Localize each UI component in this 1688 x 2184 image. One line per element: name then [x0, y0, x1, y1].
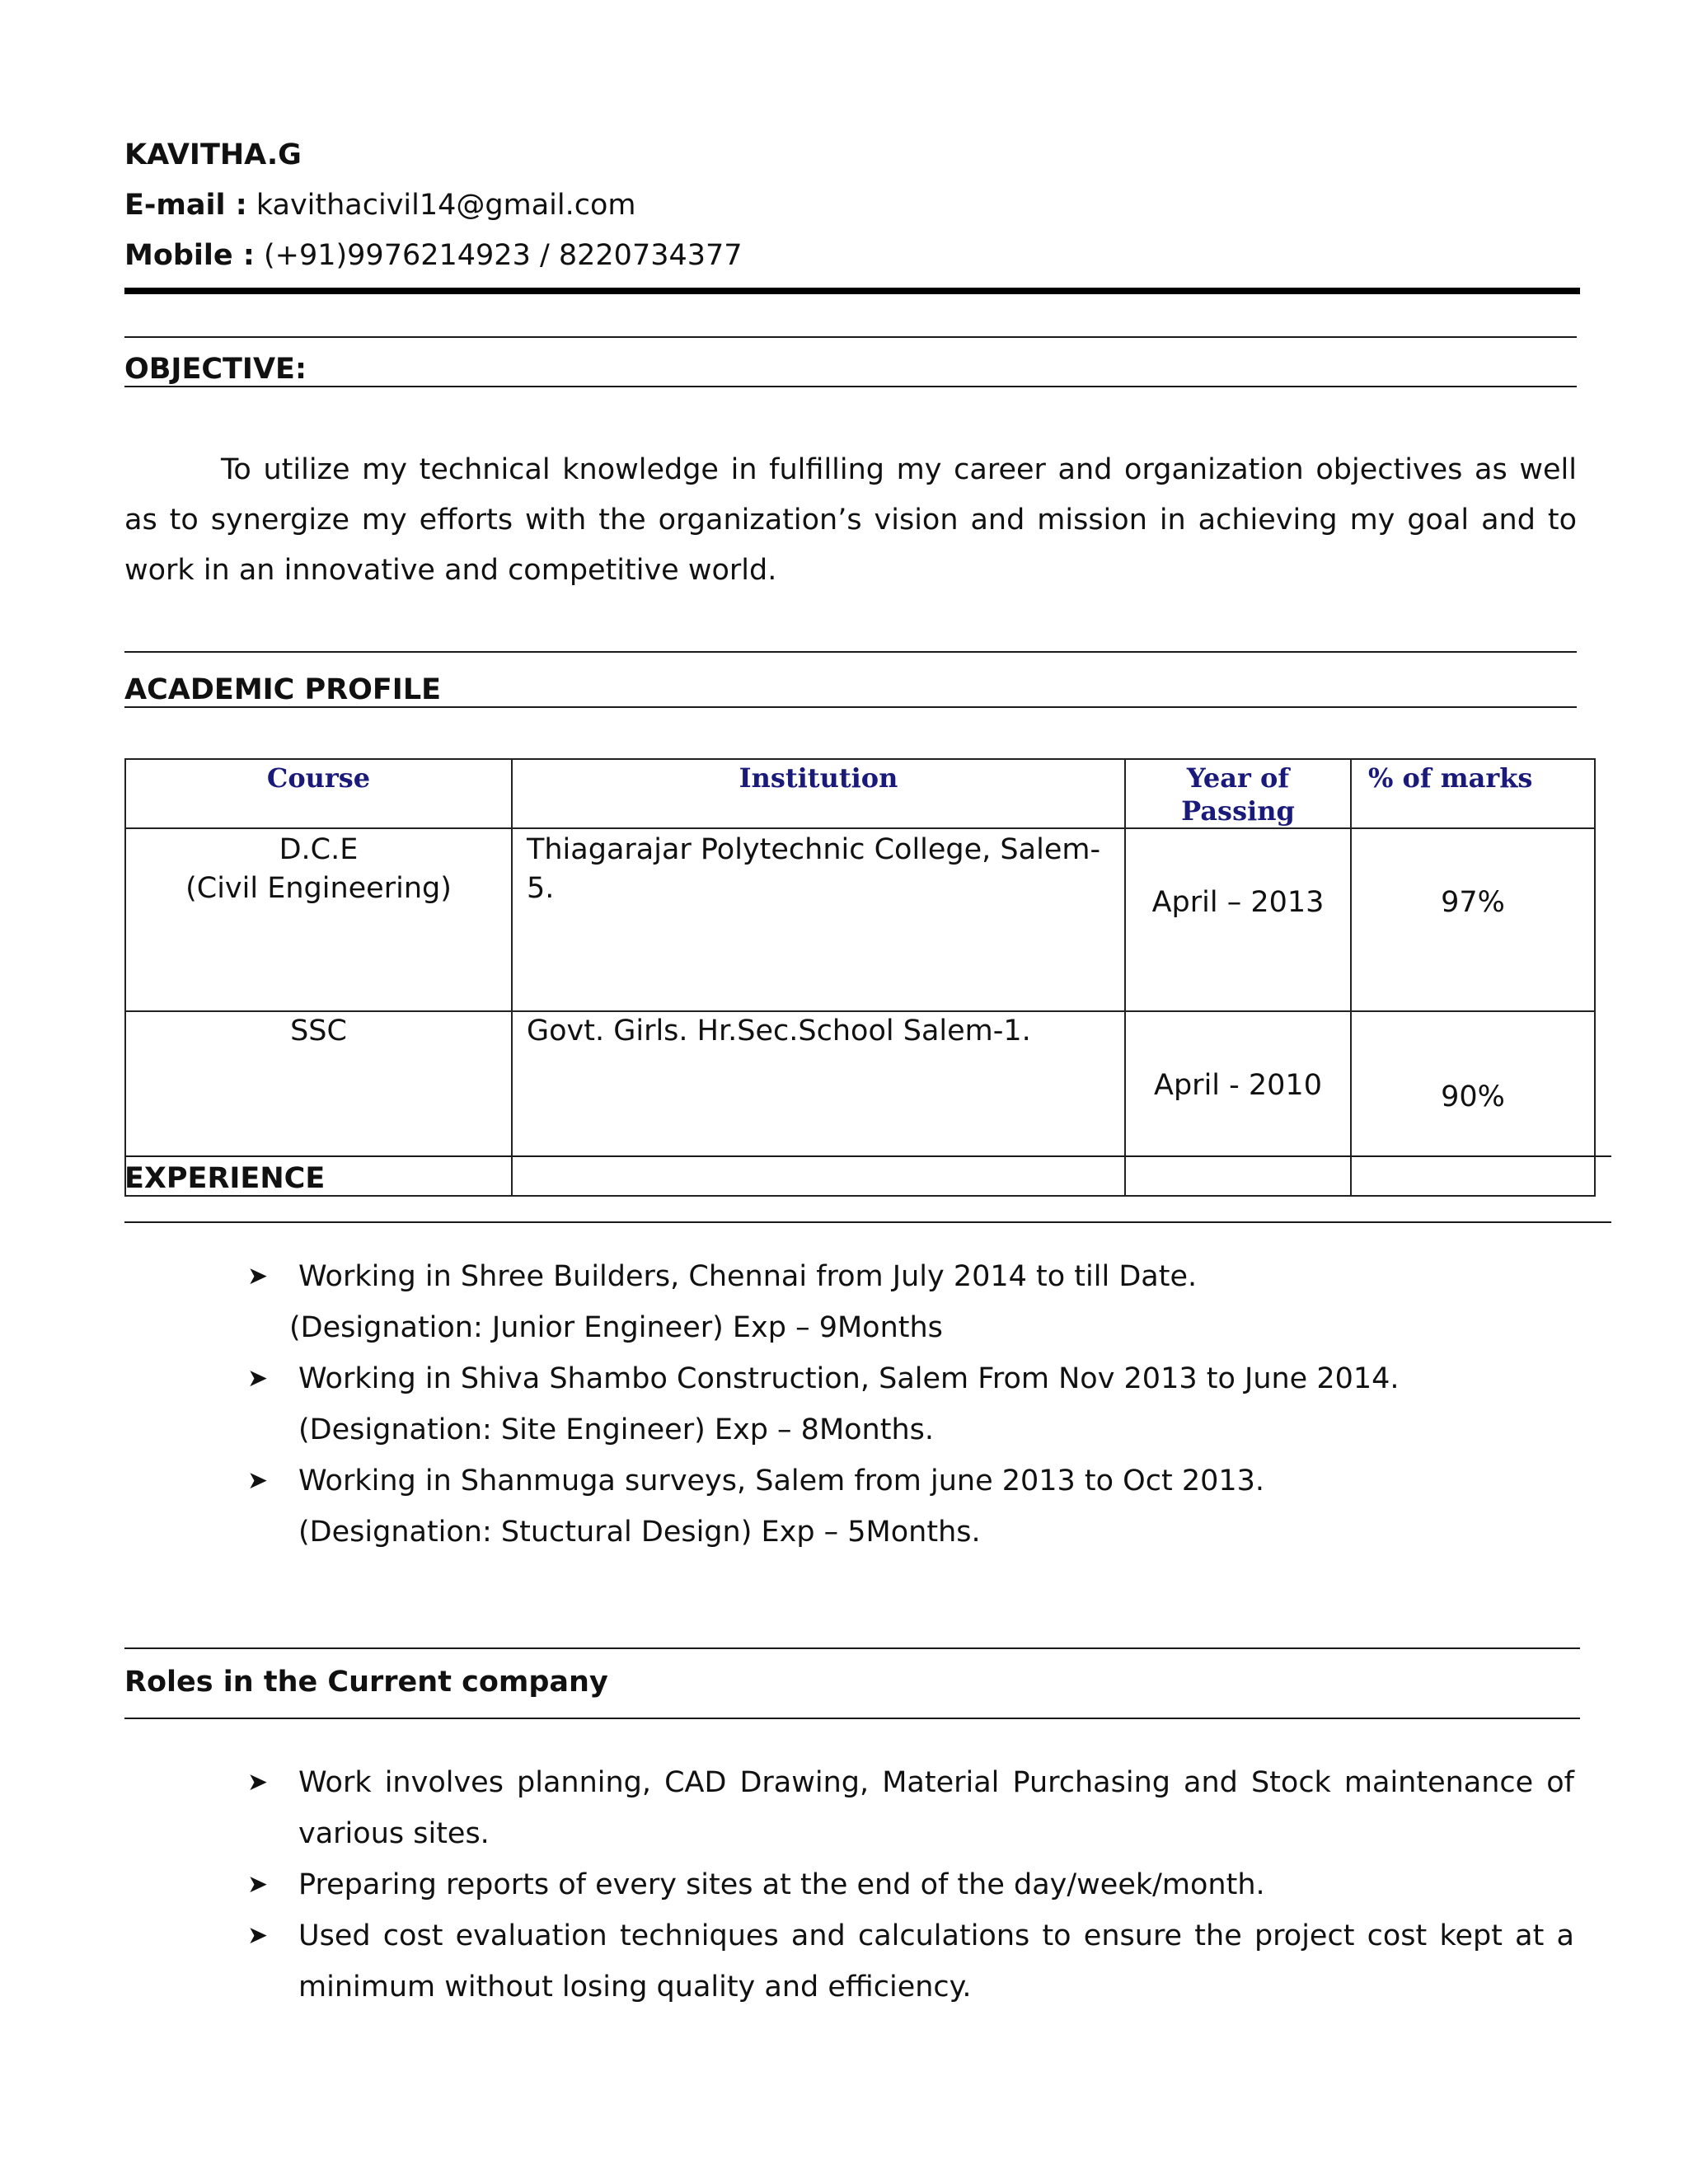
arrowhead-bullet-icon: ➤ — [247, 1870, 269, 1899]
academic-table — [124, 758, 1596, 1197]
roles-top-rule — [124, 1647, 1580, 1649]
course-name: D.C.E — [279, 833, 359, 866]
experience-heading: EXPERIENCE — [124, 1162, 326, 1195]
list-item — [247, 1910, 1574, 2013]
objective-heading: OBJECTIVE: — [124, 353, 307, 386]
roles-list — [247, 1757, 1574, 2013]
email-line — [124, 189, 635, 222]
column-header-marks: % of marks — [1351, 759, 1595, 828]
arrowhead-bullet-icon: ➤ — [247, 1768, 269, 1797]
column-header-institution: Institution — [512, 759, 1125, 828]
arrowhead-bullet-icon: ➤ — [247, 1921, 269, 1950]
experience-designation: (Designation: Site Engineer) Exp – 8Months. — [298, 1413, 935, 1446]
course-detail: (Civil Engineering) — [185, 872, 452, 905]
email-address[interactable]: kavithacivil14@gmail.com — [256, 189, 636, 222]
experience-employer: Working in Shree Builders, Chennai from July 2014 to till Date. — [298, 1260, 1198, 1293]
objective-text: To utilize my technical knowledge in fulfilling my career and organization objectives as well as to synergize my efforts with the organization’s vision and mission in achieving my goal and to work in an innovative and competitive world. — [124, 453, 1577, 587]
roles-heading: Roles in the Current company — [124, 1666, 608, 1699]
candidate-name: KAVITHA.G — [124, 138, 302, 171]
header-divider — [124, 288, 1580, 294]
list-item — [247, 1455, 1400, 1558]
arrowhead-bullet-icon: ➤ — [247, 1364, 269, 1393]
experience-designation: (Designation: Stuctural Design) Exp – 5Months. — [298, 1516, 981, 1549]
course-cell — [125, 828, 512, 1011]
mobile-label: Mobile : — [124, 239, 255, 272]
experience-list — [247, 1251, 1400, 1558]
mobile-number: (+91)9976214923 / 8220734377 — [263, 239, 743, 272]
list-item — [247, 1757, 1574, 1859]
academic-bottom-rule — [124, 706, 1577, 708]
experience-employer: Working in Shanmuga surveys, Salem from june 2013 to Oct 2013. — [298, 1465, 1265, 1497]
table-row — [125, 828, 1595, 1011]
role-text: Preparing reports of every sites at the end of the day/week/month. — [298, 1868, 1265, 1901]
objective-bottom-rule — [124, 386, 1577, 387]
list-item — [247, 1353, 1400, 1455]
marks-cell: 97% — [1351, 828, 1595, 1011]
email-label: E-mail : — [124, 189, 247, 222]
list-item — [247, 1859, 1574, 1910]
year-cell: April – 2013 — [1125, 828, 1351, 1011]
column-header-year: Year of Passing — [1125, 759, 1351, 828]
table-header-row — [125, 759, 1595, 828]
academic-top-rule — [124, 651, 1577, 653]
objective-top-rule — [124, 336, 1577, 338]
column-header-course: Course — [125, 759, 512, 828]
course-name: SSC — [290, 1015, 347, 1047]
objective-paragraph — [124, 445, 1577, 596]
arrowhead-bullet-icon: ➤ — [247, 1466, 269, 1495]
role-text: Work involves planning, CAD Drawing, Material Purchasing and Stock maintenance of various sites. — [298, 1766, 1574, 1850]
roles-bottom-rule — [124, 1718, 1580, 1719]
academic-heading: ACADEMIC PROFILE — [124, 673, 442, 706]
year-cell: April - 2010 — [1125, 1011, 1351, 1196]
table-row — [125, 1011, 1595, 1196]
mobile-line — [124, 239, 743, 272]
list-item — [247, 1251, 1400, 1353]
experience-employer: Working in Shiva Shambo Construction, Salem From Nov 2013 to June 2014. — [298, 1362, 1400, 1395]
institution-cell: Govt. Girls. Hr.Sec.School Salem-1. — [512, 1011, 1125, 1196]
role-text: Used cost evaluation techniques and calculations to ensure the project cost kept at a minimum without losing quality and efficiency. — [298, 1919, 1574, 2004]
arrowhead-bullet-icon: ➤ — [247, 1262, 269, 1291]
experience-designation: (Designation: Junior Engineer) Exp – 9Months — [289, 1311, 943, 1344]
marks-cell: 90% — [1351, 1011, 1595, 1196]
institution-cell: Thiagarajar Polytechnic College, Salem-5. — [512, 828, 1125, 1011]
experience-bottom-rule — [124, 1221, 1611, 1223]
experience-top-rule — [124, 1155, 1611, 1157]
